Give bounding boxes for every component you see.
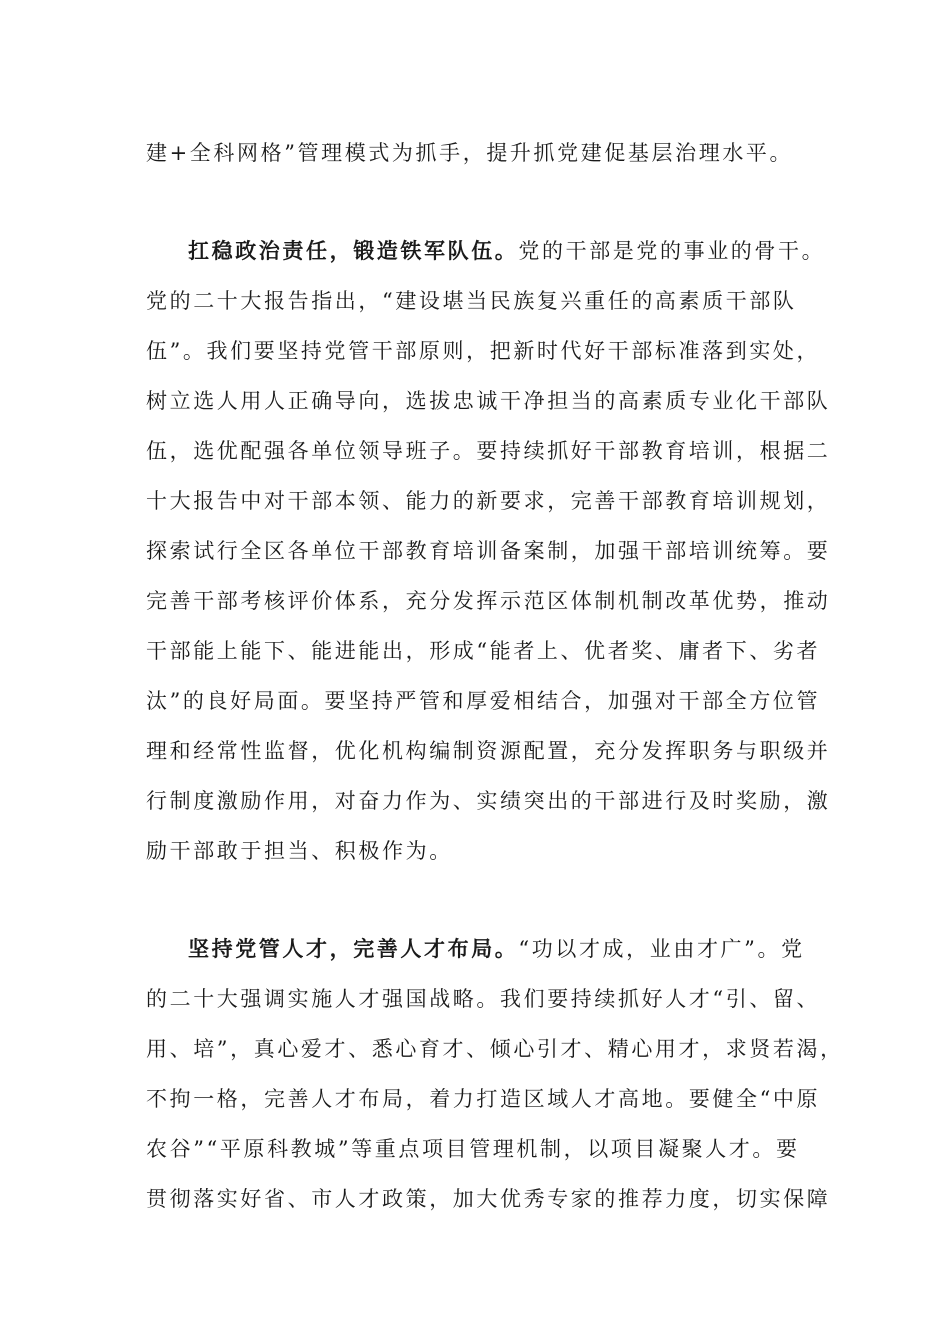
paragraph-line: 农谷”“平原科教城”等重点项目管理机制，以项目凝聚人才。要 <box>146 1137 800 1161</box>
paragraph-line: 理和经常性监督，优化机构编制资源配置，充分发挥职务与职级并 <box>146 739 831 763</box>
paragraph-line: 干部能上能下、能进能出，形成“能者上、优者奖、庸者下、劣者 <box>146 639 821 663</box>
paragraph-line: 树立选人用人正确导向，选拔忠诚干净担当的高素质专业化干部队 <box>146 389 831 413</box>
section-2-first-line <box>188 934 888 964</box>
section-1-lead-text: 党的干部是党的事业的骨干。 <box>518 239 826 263</box>
paragraph-line: 伍”。我们要坚持党管干部原则，把新时代好干部标准落到实处， <box>146 339 821 363</box>
section-1-heading: 扛稳政治责任，锻造铁军队伍。 <box>188 238 519 263</box>
section-2-lead-text: “功以才成，业由才广”。党 <box>518 937 805 961</box>
paragraph-line: 建+全科网格”管理模式为抓手，提升抓党建促基层治理水平。 <box>146 141 794 165</box>
paragraph-line: 励干部敢于担当、积极作为。 <box>146 839 453 863</box>
paragraph-line: 党的二十大报告指出，“建设堪当民族复兴重任的高素质干部队 <box>146 289 797 313</box>
paragraph-line: 汰”的良好局面。要坚持严管和厚爱相结合，加强对干部全方位管 <box>146 689 821 713</box>
paragraph-line: 行制度激励作用，对奋力作为、实绩突出的干部进行及时奖励，激 <box>146 789 831 813</box>
paragraph-line: 十大报告中对干部本领、能力的新要求，完善干部教育培训规划， <box>146 489 831 513</box>
section-1-first-line <box>188 236 888 266</box>
paragraph-line: 伍，选优配强各单位领导班子。要持续抓好干部教育培训，根据二 <box>146 439 831 463</box>
paragraph-line: 完善干部考核评价体系，充分发挥示范区体制机制改革优势，推动 <box>146 589 831 613</box>
paragraph-line: 的二十大强调实施人才强国战略。我们要持续抓好人才“引、留、 <box>146 987 821 1011</box>
paragraph-line: 贯彻落实好省、市人才政策，加大优秀专家的推荐力度，切实保障 <box>146 1187 831 1211</box>
section-2-heading: 坚持党管人才，完善人才布局。 <box>188 936 519 961</box>
paragraph-line: 不拘一格，完善人才布局，着力打造区域人才高地。要健全“中原 <box>146 1087 821 1111</box>
paragraph-line: 用、培”，真心爱才、悉心育才、倾心引才、精心用才，求贤若渴， <box>146 1037 844 1061</box>
paragraph-line: 探索试行全区各单位干部教育培训备案制，加强干部培训统筹。要 <box>146 539 831 563</box>
